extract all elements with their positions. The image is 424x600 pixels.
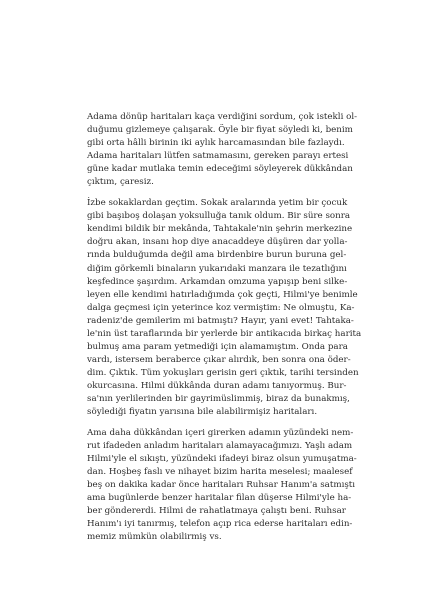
text-line: radeniz'de gemilerim mi batmıştı? Hayır, yani evet! Tahtaka-: [87, 315, 354, 326]
text-line: kendimi bildik bir mekânda, Tahtakale'nin şehrin merkezine: [87, 224, 353, 235]
text-line: diğim görkemli binaların yukarıdaki manzara ile tezatlığını: [87, 263, 347, 274]
text-line: le'nin üst taraflarında bir yerlerde bir antikacıda birkaç harita: [87, 328, 362, 339]
text-line: okurcasına. Hilmi dükkânda duran adamı tanıyormuş. Bur-: [87, 380, 347, 391]
text-line: rut ifadeden anladım haritaları alamayacağımızı. Yaşlı adam: [87, 441, 353, 452]
body-text: [87, 111, 362, 553]
text-line: memiz mümkün olabilirmiş vs.: [87, 532, 222, 543]
text-line: dalga geçmesi için yeterince koz vermiştim: Ne olmuştu, Ka-: [87, 302, 355, 313]
text-line: bulmuş ama param yetmediği için alamamıştım. Onda para: [87, 341, 348, 352]
paragraph: [87, 427, 357, 544]
text-line: doğru akan, insanı hop diye anacaddeye düşüren dar yolla-: [87, 237, 348, 248]
text-line: leyen elle kendimi hatırladığımda çok geçti, Hilmi'ye benimle: [87, 289, 358, 300]
text-line: Hanım'ı iyi tanırmış, telefon açıp rica ederse haritaları edin-: [87, 519, 353, 530]
text-line: Adama dönüp haritaları kaça verdiğini sordum, çok istekli ol-: [87, 112, 358, 122]
paragraph: [87, 111, 358, 189]
text-line: söylediği fiyatın yarısına bile alabilirmişiz haritaları.: [87, 407, 318, 418]
text-line: keşfedince şaşırdım. Arkamdan omzuma yapışıp beni silke-: [87, 276, 348, 287]
text-line: rında bulduğumda değil ama birdenbire burun buruna gel-: [87, 250, 347, 261]
paragraph: [87, 197, 362, 419]
text-line: güne kadar mutlaka temin edeceğimi söyleyerek dükkândan: [87, 164, 353, 175]
text-line: gibi başıboş dolaşan yoksulluğa tanık oldum. Bir süre sonra: [87, 211, 351, 222]
text-line: Ama daha dükkândan içeri girerken adamın yüzündeki nem-: [87, 428, 354, 439]
text-line: dan. Hoşbeş faslı ve nihayet bizim harita meselesi; maalesef: [87, 467, 353, 478]
text-line: ber göndererdi. Hilmi de rahatlatmaya çalıştı beni. Ruhsar: [87, 506, 346, 517]
text-line: Hilmi'yle el sıkıştı, yüzündeki ifadeyi biraz olsun yumuşatma-: [87, 454, 357, 465]
text-line: beş on dakika kadar önce haritaları Ruhsar Hanım'a satmıştı: [87, 480, 356, 491]
text-line: ama bugünlerde benzer haritalar filan düşerse Hilmi'yle ha-: [87, 493, 352, 504]
text-line: duğumu gizlemeye çalışarak. Öyle bir fiyat söyledi ki, benim: [87, 125, 353, 136]
text-line: vardı, istersem beraberce çıkar alırdık, ben sonra ona öder-: [87, 354, 351, 365]
text-line: dim. Çıktık. Tüm yokuşları gerisin geri çıktık, tarihi tersinden: [87, 367, 359, 378]
text-line: İzbe sokaklardan geçtim. Sokak aralarında yetim bir çocuk: [87, 198, 348, 209]
text-line: Adama haritaları lütfen satmamasını, gereken parayı ertesi: [87, 151, 349, 162]
text-line: gibi orta hâlli birinin iki aylık harcamasından bile fazlaydı.: [87, 138, 345, 149]
text-line: çıktım, çaresiz.: [87, 177, 154, 188]
text-line: sa'nın yerlilerinden bir gayrimüslimmiş, biraz da bunakmış,: [87, 393, 350, 404]
